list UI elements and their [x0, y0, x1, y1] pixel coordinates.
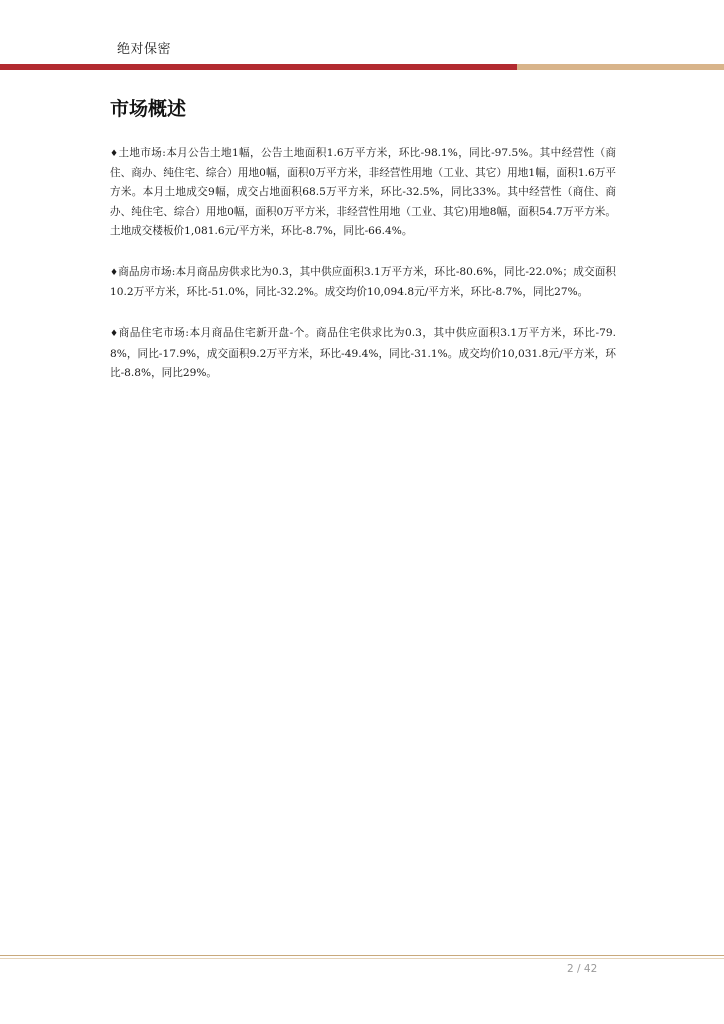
market-overview-body [110, 144, 616, 405]
header-rule-red-segment [0, 64, 517, 70]
page-number: 2 / 42 [567, 963, 598, 975]
diamond-bullet-icon: ♦ [110, 329, 119, 340]
commercial-housing-paragraph [110, 263, 616, 302]
diamond-bullet-icon: ♦ [110, 149, 119, 159]
land-market-text: 土地市场:本月公告土地1幅，公告土地面积1.6万平方米，环比-98.1%，同比-97.5%。其中经营性（商住、商办、纯住宅、综合）用地0幅，面积0万平方米，非经营性用地（工业、其它）用地1幅，面积1.6万平方米。本月土地成交9幅，成交占地面积68.5万平方米，环比-32.5%，同比33%。其中经营性（商住、商办、纯住宅、综合）用地0幅，面积0万平方米，非经营性用地（工业、其它)用地8幅，面积54.7万平方米。土地成交楼板价1,081.6元/平方米，环比-8.7%，同比-66.4%。 [110, 147, 616, 237]
land-market-paragraph [110, 144, 616, 241]
footer-rule-secondary [0, 958, 724, 959]
residential-market-paragraph [110, 324, 616, 383]
commercial-housing-text: 商品房市场:本月商品房供求比为0.3，其中供应面积3.1万平方米，环比-80.6%，同比-22.0%；成交面积10.2万平方米，环比-51.0%，同比-32.2%。成交均价10,094.8元/平方米，环比-8.7%，同比27%。 [110, 266, 616, 299]
diamond-bullet-icon: ♦ [110, 268, 119, 279]
confidential-label: 绝对保密 [117, 42, 172, 57]
residential-market-text: 商品住宅市场:本月商品住宅新开盘-个。商品住宅供求比为0.3，其中供应面积3.1万平方米，环比-79.8%，同比-17.9%，成交面积9.2万平方米，环比-49.4%，同比-31.1%。成交均价10,031.8元/平方米，环比-8.8%，同比29%。 [110, 327, 616, 379]
header-rule-tan-segment [517, 64, 724, 70]
header-rule [0, 64, 724, 70]
section-title: 市场概述 [110, 98, 187, 120]
footer-rule [0, 955, 724, 956]
